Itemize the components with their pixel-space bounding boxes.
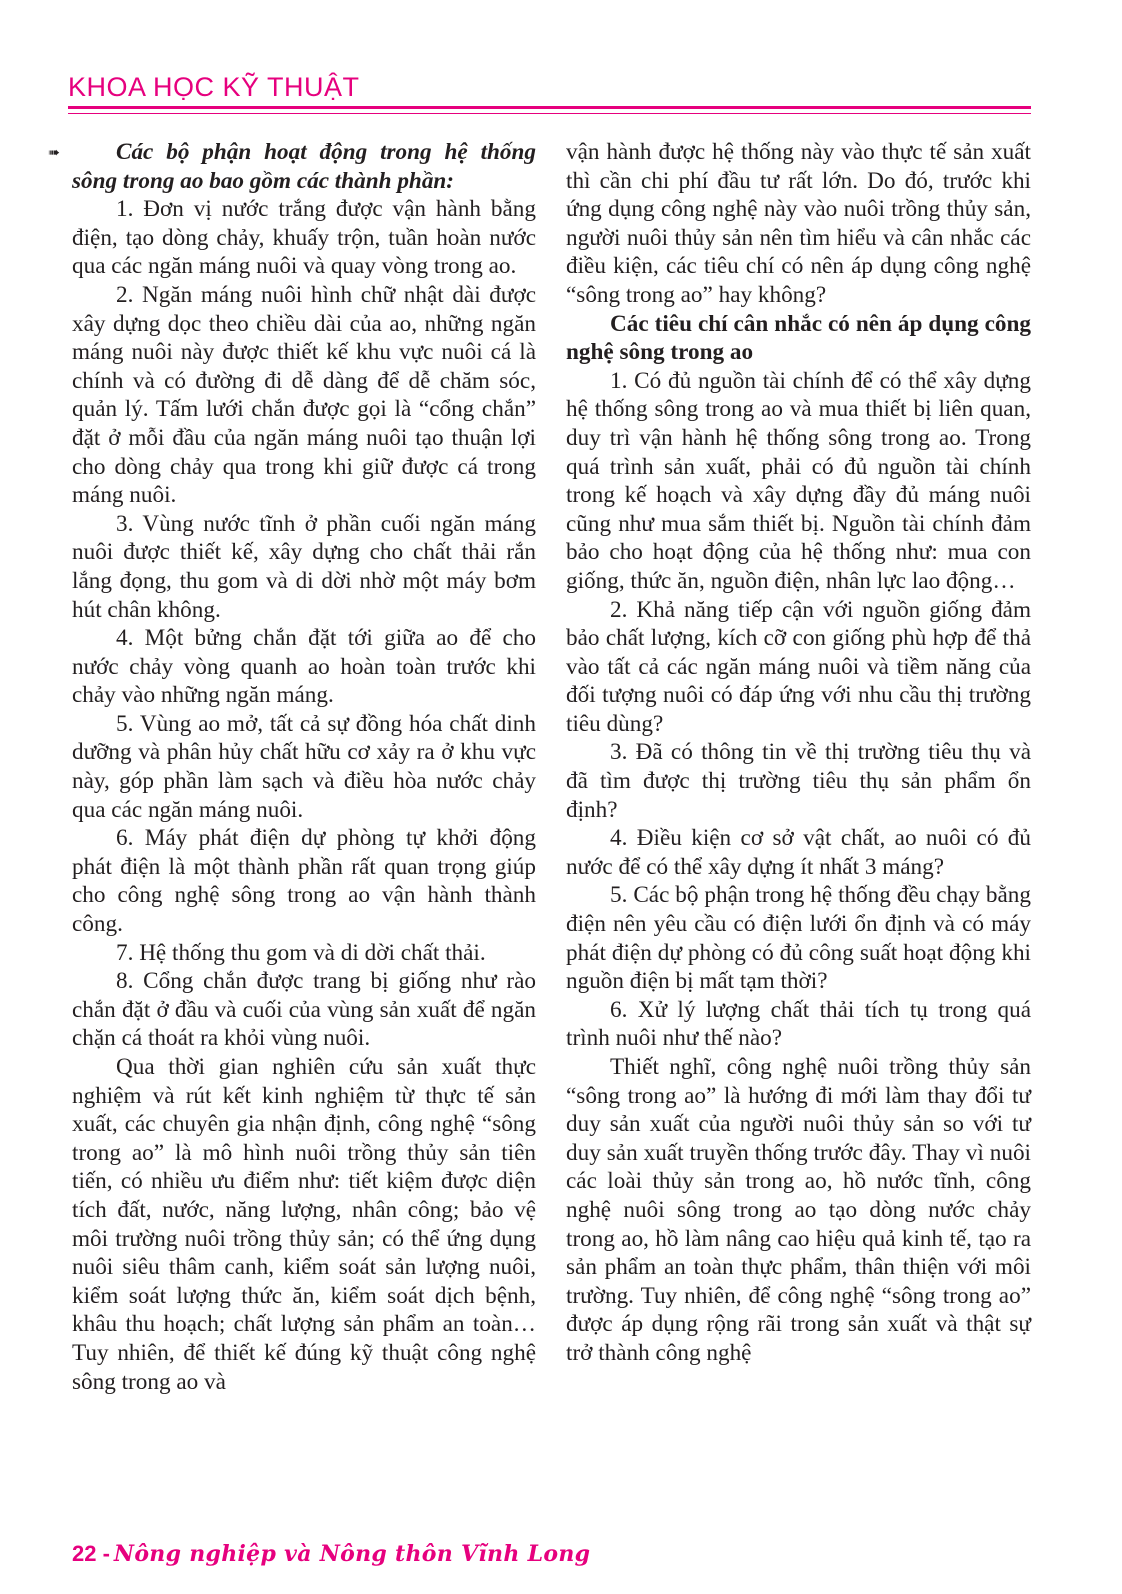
subheading: Các tiêu chí cân nhắc có nên áp dụng công nghệ sông trong ao	[566, 310, 1031, 366]
section-title: KHOA HỌC KỸ THUẬT	[68, 72, 360, 102]
header-rule-thin	[68, 113, 1031, 114]
paragraph: Qua thời gian nghiên cứu sản xuất thực nghiệm và rút kết kinh nghiệm từ thực tế sản xuất, các chuyên gia nhận định, công nghệ “sông trong ao” là mô hình nuôi trồng thủy sản tiên tiến, có nhiều ưu điểm như: tiết kiệm được diện tích đất, nước, năng lượng, nhân công; bảo vệ môi trường nuôi trồng thủy sản; có thể ứng dụng nuôi siêu thâm canh, kiểm soát sản lượng nuôi, kiểm soát lượng thức ăn, kiểm soát dịch bệnh, khâu thu hoạch; chất lượng sản phẩm an toàn… Tuy nhiên, để thiết kế đúng kỹ thuật công nghệ sông trong ao và	[72, 1054, 536, 1395]
paragraph: 2. Khả năng tiếp cận với nguồn giống đảm bảo chất lượng, kích cỡ con giống phù hợp để thả vào tất cả các ngăn máng nuôi và tiềm năng của đối tượng nuôi có đáp ứng với nhu cầu thị trường tiêu dùng?	[566, 596, 1031, 737]
paragraph: Thiết nghĩ, công nghệ nuôi trồng thủy sản “sông trong ao” là hướng đi mới làm thay đổi tư duy sản xuất của người nuôi thủy sản so với tư duy sản xuất truyền thống trước đây. Thay vì nuôi các loài thủy sản trong ao, hồ nước tĩnh, công nghệ nuôi sông trong ao tạo dòng nước chảy trong ao, hồ làm nâng cao hiệu quả kinh tế, tạo ra sản phẩm an toàn thực phẩm, thân thiện với môi trường. Tuy nhiên, để công nghệ “sông trong ao” được áp dụng rộng rãi trong sản xuất và thật sự trở thành công nghệ	[566, 1054, 1031, 1366]
paragraph: 6. Máy phát điện dự phòng tự khởi động phát điện là một thành phần rất quan trọng giúp cho công nghệ sông trong ao vận hành thành công.	[72, 825, 536, 938]
page-header	[68, 74, 1031, 101]
paragraph: 3. Vùng nước tĩnh ở phần cuối ngăn máng nuôi được thiết kế, xây dựng cho chất thải rắn lắng đọng, thu gom và di dời nhờ một máy bơm hút chân không.	[72, 510, 536, 623]
header-rule-thick	[68, 106, 1031, 109]
paragraph: 1. Đơn vị nước trắng được vận hành bằng điện, tạo dòng chảy, khuấy trộn, tuần hoàn nước qua các ngăn máng nuôi và quay vòng trong ao.	[72, 196, 536, 280]
arrow-bullet-icon: ➠	[48, 145, 60, 161]
paragraph: 2. Ngăn máng nuôi hình chữ nhật dài được xây dựng dọc theo chiều dài của ao, những ngăn máng nuôi này được thiết kế khu vực nuôi cá là chính và có đường đi dễ dàng để dễ chăm sóc, quản lý. Tấm lưới chắn được gọi là “cổng chắn” đặt ở mỗi đầu của ngăn máng nuôi tạo thuận lợi cho dòng chảy qua trong khi giữ được cá trong máng nuôi.	[72, 281, 536, 509]
paragraph: 5. Các bộ phận trong hệ thống đều chạy bằng điện nên yêu cầu có điện lưới ổn định và có máy phát điện dự phòng có đủ công suất hoạt động khi nguồn điện bị mất tạm thời?	[566, 882, 1031, 995]
paragraph: 8. Cổng chắn được trang bị giống như rào chắn đặt ở đầu và cuối của vùng sản xuất để ngăn chặn cá thoát ra khỏi vùng nuôi.	[72, 968, 536, 1052]
right-column	[566, 138, 1031, 1368]
left-column	[72, 138, 536, 1396]
paragraph: 7. Hệ thống thu gom và di dời chất thải.	[116, 939, 486, 966]
page-footer	[72, 1541, 590, 1567]
paragraph: 6. Xử lý lượng chất thải tích tụ trong quá trình nuôi như thế nào?	[566, 996, 1031, 1052]
paragraph: 4. Một bửng chắn đặt tới giữa ao để cho nước chảy vòng quanh ao hoàn toàn trước khi chảy vào những ngăn máng.	[72, 625, 536, 709]
intro-heading: Các bộ phận hoạt động trong hệ thống sông trong ao bao gồm các thành phần:	[72, 139, 536, 194]
publication-name: Nông nghiệp và Nông thôn Vĩnh Long	[113, 1541, 591, 1567]
paragraph: 4. Điều kiện cơ sở vật chất, ao nuôi có đủ nước để có thể xây dựng ít nhất 3 máng?	[566, 825, 1031, 880]
paragraph: 5. Vùng ao mở, tất cả sự đồng hóa chất dinh dưỡng và phân hủy chất hữu cơ xảy ra ở khu vực này, góp phần làm sạch và điều hòa nước chảy qua các ngăn máng nuôi.	[72, 710, 536, 823]
page-number: 22 -	[72, 1541, 110, 1566]
paragraph: 1. Có đủ nguồn tài chính để có thể xây dựng hệ thống sông trong ao và mua thiết bị liên quan, duy trì vận hành hệ thống sông trong ao. Trong quá trình sản xuất, phải có đủ nguồn tài chính trong kế hoạch và xây dựng đầy đủ máng nuôi cũng như mua sắm thiết bị. Nguồn tài chính đảm bảo cho hoạt động của hệ thống như: mua con giống, thức ăn, nguồn điện, nhân lực lao động…	[566, 367, 1031, 594]
paragraph: 3. Đã có thông tin về thị trường tiêu thụ và đã tìm được thị trường tiêu thụ sản phẩm ổn định?	[566, 739, 1031, 823]
paragraph-continuation: vận hành được hệ thống này vào thực tế sản xuất thì cần chi phí đầu tư rất lớn. Do đó, trước khi ứng dụng công nghệ này vào nuôi trồng thủy sản, người nuôi thủy sản nên tìm hiểu và cân nhắc các điều kiện, các tiêu chí có nên áp dụng công nghệ “sông trong ao” hay không?	[566, 139, 1031, 308]
